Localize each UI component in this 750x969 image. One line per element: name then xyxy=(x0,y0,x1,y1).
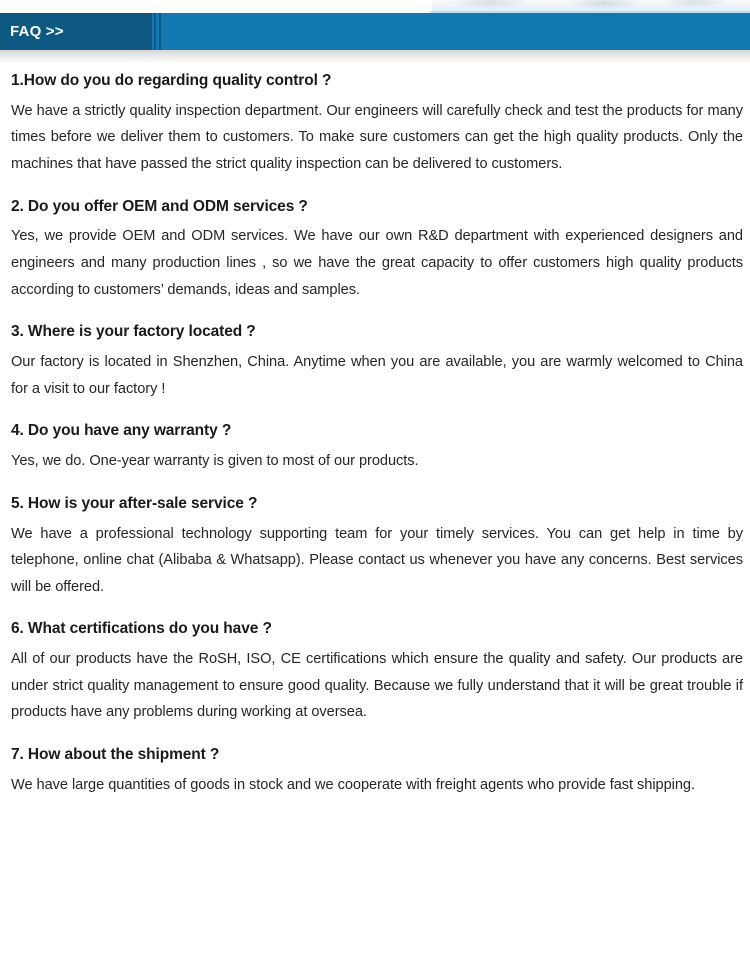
faq-item xyxy=(11,745,745,798)
header-separator-1 xyxy=(154,13,156,50)
faq-answer: Our factory is located in Shenzhen, China. Anytime when you are available, you are warmly welcomed to China for a visit to our factory ! xyxy=(11,354,743,397)
faq-item xyxy=(11,494,745,601)
faq-item xyxy=(11,421,745,474)
faq-question: 1.How do you do regarding quality control ? xyxy=(11,72,332,89)
faq-question: 5. How is your after-sale service ? xyxy=(11,494,258,512)
faq-question: 4. Do you have any warranty ? xyxy=(11,422,232,440)
faq-item xyxy=(11,619,745,726)
top-photo-banner-remnant xyxy=(0,0,750,13)
faq-answer: All of our products have the RoSH, ISO, CE certifications which ensure the quality and safety. Our products are under strict quality management to ensure good quality. Because we fully understand that it will be great trouble if products have any problems during working at oversea. xyxy=(11,651,743,721)
faq-question: 2. Do you offer OEM and ODM services ? xyxy=(11,197,308,215)
faq-item xyxy=(11,71,745,178)
header-separator-2 xyxy=(159,13,161,50)
faq-item xyxy=(11,322,745,402)
faq-answer: We have large quantities of goods in stock and we cooperate with freight agents who provide fast shipping. xyxy=(11,776,695,793)
faq-list xyxy=(0,64,750,798)
faq-answer: We have a professional technology supporting team for your timely services. You can get help in time by telephone, online chat (Alibaba & Whatsapp). Please contact us whenever you have any concerns. Best services will be offered. xyxy=(11,525,743,595)
faq-tab[interactable] xyxy=(0,13,152,50)
faq-item xyxy=(11,197,745,304)
faq-tab-label: FAQ >> xyxy=(10,23,64,40)
faq-question: 7. How about the shipment ? xyxy=(11,745,220,763)
faq-question: 6. What certifications do you have ? xyxy=(11,620,272,638)
faq-answer: Yes, we do. One-year warranty is given to most of our products. xyxy=(11,453,419,470)
faq-answer: Yes, we provide OEM and ODM services. We have our own R&D department with experienced designers and engineers and many production lines , so we have the great capacity to offer customers high quality products according to customers’ demands, ideas and samples. xyxy=(11,228,743,298)
faq-answer: We have a strictly quality inspection department. Our engineers will carefully check and test the products for many times before we deliver them to customers. To make sure customers can get the high quality products. Only the machines that have passed the strict quality inspection can be delivered to customers. xyxy=(11,102,743,173)
banner-photo-left xyxy=(0,0,432,13)
faq-question: 3. Where is your factory located ? xyxy=(11,323,256,341)
header-drop-shadow xyxy=(0,50,750,64)
faq-header-bar xyxy=(0,13,750,50)
